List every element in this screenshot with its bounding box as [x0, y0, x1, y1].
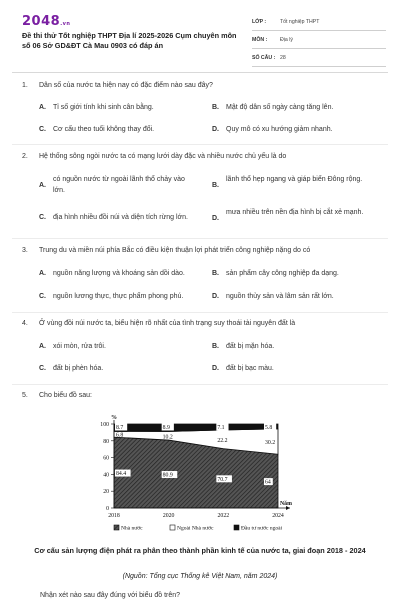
option-letter: A. — [39, 270, 46, 277]
y-tick-label: 0 — [106, 506, 109, 512]
question-stem: Ở vùng đồi núi nước ta, biểu hiện rõ nhất của tình trạng suy thoái tài nguyên đất là — [39, 320, 296, 327]
data-label: 8.9 — [162, 425, 170, 431]
chart-title: Cơ cấu sản lượng điện phát ra phân theo thành phần kinh tế của nước ta, giai đoạn 2018 - 2024 — [34, 546, 366, 555]
option-text: mưa nhiều trên nền địa hình bị cắt xẻ mạnh. — [226, 209, 364, 216]
question-divider — [12, 312, 388, 313]
meta-row-class — [252, 13, 386, 31]
option-text: địa hình nhiều đồi núi và diện tích rừng lớn. — [53, 214, 188, 221]
x-tick-label: 2018 — [108, 513, 120, 519]
meta-key: MÔN : — [252, 36, 268, 43]
meta-row-count — [252, 49, 386, 67]
y-tick-label: 40 — [103, 472, 109, 479]
option-text: nguồn thủy sản và lâm sản rất lớn. — [226, 293, 334, 300]
logo-main: 2048 — [22, 14, 61, 29]
option-letter: D. — [212, 126, 219, 133]
option-letter: B. — [212, 182, 219, 189]
meta-key: LỚP : — [252, 18, 267, 25]
logo-tld: .vn — [60, 21, 71, 27]
question-divider — [12, 144, 388, 145]
data-label: 70.7 — [217, 476, 228, 483]
meta-value: Tốt nghiệp THPT — [280, 18, 320, 25]
question-number: 4. — [22, 320, 28, 327]
legend-swatch — [234, 525, 239, 530]
legend-label: Nhà nước — [121, 525, 143, 532]
site-logo[interactable] — [22, 14, 70, 29]
option-text: Mật độ dân số ngày càng tăng lên. — [226, 104, 334, 111]
option-text: có nguồn nước từ ngoài lãnh thổ chảy vào lớn. — [53, 176, 185, 194]
question-divider — [12, 238, 388, 239]
data-label: 30.2 — [265, 440, 276, 447]
x-tick-label: 2022 — [217, 513, 230, 519]
option-letter: C. — [39, 126, 46, 133]
page-header — [0, 0, 400, 68]
document-title: Đề thi thử Tốt nghiệp THPT Địa lí 2025-2026 Cụm chuyên môn số 06 Sở GD&ĐT Cà Mau 0903 có đáp án — [22, 31, 237, 50]
data-label: 8.7 — [116, 425, 124, 431]
chart-source: (Nguồn: Tổng cục Thống kê Việt Nam, năm 2024) — [122, 573, 278, 580]
data-label: 7.1 — [217, 425, 225, 431]
legend-swatch — [114, 525, 119, 530]
meta-value: 28 — [280, 54, 286, 61]
option-text: đất bị bạc màu. — [226, 365, 274, 372]
question-stem: Cho biểu đồ sau: — [39, 392, 92, 399]
question-number: 2. — [22, 153, 28, 160]
option-text: Quy mô có xu hướng giảm nhanh. — [226, 126, 333, 133]
data-label: 6.8 — [116, 432, 124, 439]
option-letter: C. — [39, 214, 46, 221]
question-stem: Hệ thống sông ngòi nước ta có mạng lưới dày đặc và nhiều nước chủ yếu là do — [39, 153, 287, 160]
followup-question: Nhận xét nào sau đây đúng với biểu đồ trên? — [40, 592, 181, 599]
option-letter: B. — [212, 343, 219, 350]
meta-key: SỐ CÂU : — [252, 54, 276, 61]
data-label: 22.2 — [217, 437, 228, 444]
option-text: xói mòn, rửa trôi. — [53, 343, 106, 350]
y-tick-label: 100 — [100, 422, 109, 428]
option-letter: A. — [39, 104, 46, 111]
y-tick-label: 60 — [103, 455, 109, 462]
legend-swatch — [170, 525, 175, 530]
question-divider — [12, 384, 388, 385]
option-text: sản phẩm cây công nghiệp đa dạng. — [226, 270, 339, 277]
option-letter: C. — [39, 365, 46, 372]
data-label: 64 — [265, 479, 271, 486]
option-text: đất bị phèn hóa. — [53, 365, 104, 372]
option-letter: D. — [212, 293, 219, 300]
question-stem: Trung du và miền núi phía Bắc có điều kiện thuận lợi phát triển công nghiệp nặng do có — [39, 247, 311, 254]
data-label: 84.4 — [116, 471, 127, 478]
x-tick-label: 2020 — [162, 513, 175, 519]
x-axis-label: Năm — [280, 501, 292, 507]
option-text: nguồn lương thực, thực phẩm phong phú. — [53, 293, 184, 300]
legend-label: Ngoài Nhà nước — [177, 525, 214, 532]
x-tick-label: 2024 — [272, 513, 284, 519]
option-letter: D. — [212, 215, 219, 222]
meta-value: Địa lý — [280, 36, 293, 43]
data-label: 5.8 — [265, 425, 273, 431]
option-letter: D. — [212, 365, 219, 372]
y-tick-label: 20 — [103, 489, 109, 496]
legend-label: Đầu tư nước ngoài — [241, 525, 283, 532]
data-label: 10.2 — [162, 434, 173, 441]
data-label: 80.9 — [162, 472, 173, 479]
option-text: lãnh thổ hẹp ngang và giáp biển Đông rộng. — [226, 176, 363, 183]
option-letter: A. — [39, 343, 46, 350]
area-chart — [0, 414, 400, 534]
header-divider — [12, 72, 388, 73]
exam-meta-table — [252, 13, 386, 67]
meta-row-subject — [252, 31, 386, 49]
y-axis-label: % — [111, 415, 117, 421]
option-text: đất bị mặn hóa. — [226, 343, 275, 350]
question-number: 3. — [22, 247, 28, 254]
option-text: Tỉ số giới tính khi sinh cân bằng. — [53, 104, 154, 111]
option-letter: B. — [212, 270, 219, 277]
question-number: 5. — [22, 392, 28, 399]
option-letter: B. — [212, 104, 219, 111]
question-stem: Dân số của nước ta hiện nay có đặc điểm nào sau đây? — [39, 82, 213, 89]
option-text: nguồn năng lượng và khoáng sản dồi dào. — [53, 270, 185, 277]
chart-container — [0, 414, 400, 534]
question-number: 1. — [22, 82, 28, 89]
option-letter: C. — [39, 293, 46, 300]
option-letter: A. — [39, 182, 46, 189]
y-tick-label: 80 — [103, 438, 109, 445]
option-text: Cơ cấu theo tuổi không thay đổi. — [53, 126, 155, 133]
